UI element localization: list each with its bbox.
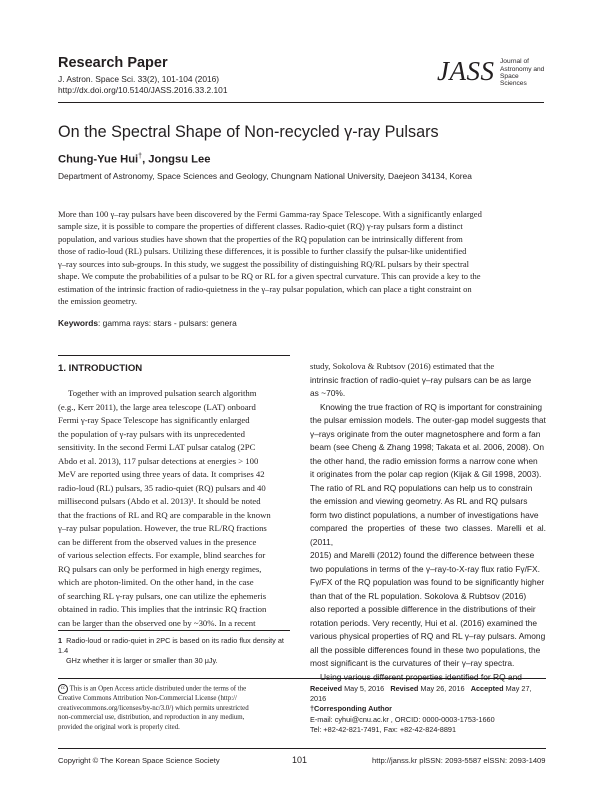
- corresponding-label: †Corresponding Author: [310, 704, 393, 714]
- body-line: rotation periods. Very recently, Hui et al. (2016) examined the: [310, 617, 538, 628]
- journal-logo: [437, 56, 547, 102]
- body-line: γ–rays originate from the outer magnetosphere and form a fan: [310, 428, 541, 439]
- keywords-text: : gamma rays: stars - pulsars: genera: [98, 318, 237, 328]
- footer-rule: [58, 748, 546, 749]
- creative-commons-icon: cc: [58, 684, 68, 694]
- body-line: Abdo et al. 2013), 117 pulsar detections at energies > 100: [58, 455, 259, 466]
- body-line: the emission and viewing geometry. As RL and RQ pulsars: [310, 496, 528, 506]
- abstract-line: More than 100 γ–ray pulsars have been discovered by the Fermi Gamma-ray Space Telescope. With a significantly enlarged: [58, 209, 482, 219]
- history-dates: [310, 684, 546, 704]
- revised-label: Revised: [390, 684, 419, 693]
- received-date: May 5, 2016: [344, 684, 385, 693]
- body-line: millisecond pulsars (Abdo et al. 2013)¹. It should be noted: [58, 496, 261, 506]
- footnote-rule: [58, 630, 290, 631]
- body-line: obtained in radio. This implies that the intrinsic RQ fraction: [58, 604, 267, 614]
- body-line: sensitivity. In the second Fermi LAT pulsar catalog (2PC: [58, 442, 256, 452]
- body-line: Knowing the true fraction of RQ is important for constraining: [320, 401, 543, 412]
- body-line: the population of γ-ray pulsars with its unprecedented: [58, 428, 245, 439]
- citation: J. Astron. Space Sci. 33(2), 101-104 (2016): [58, 74, 220, 84]
- license-line: provided the original work is properly cited.: [58, 723, 180, 731]
- copyright: Copyright © The Korean Space Science Society: [58, 756, 220, 765]
- article-history: [310, 684, 546, 735]
- body-line: also reported a possible difference in the distributions of their: [310, 604, 536, 614]
- body-line: most significant is the curvatures of their γ–ray spectra.: [310, 658, 515, 668]
- body-line: Fermi γ-ray Space Telescope has significantly enlarged: [58, 415, 250, 425]
- journal-logo-sub: Astronomy and: [500, 65, 545, 73]
- body-line: Using various different properties identified for RQ and: [320, 671, 522, 682]
- body-line: that the fractions of RL and RQ are comparable in the known: [58, 509, 271, 520]
- author-name: Jongsu Lee: [148, 153, 211, 166]
- body-line: of searching RL γ-ray pulsars, one can utilize the ephemeris: [58, 590, 267, 601]
- doi-link[interactable]: http://dx.doi.org/10.5140/JASS.2016.33.2.101: [58, 85, 228, 95]
- abstract-line: γ–ray sources into sub-groups. In this study, we suggest the possibility of distinguishing RQ/RL pulsars by their spectral: [58, 258, 469, 269]
- body-line: form two distinct populations, a number of investigations have: [310, 509, 539, 520]
- body-line: beam (see Cheng & Zhang 1998; Takata et al. 2006, 2008). On: [310, 442, 545, 452]
- left-column: [58, 387, 290, 630]
- section-rule: [58, 355, 290, 356]
- body-line: the other hand, the radio emission forms a narrow cone when: [310, 455, 538, 466]
- license-line: This is an Open Access article distributed under the terms of the: [69, 685, 247, 693]
- body-line: radio-loud (RL) pulsars, 35 radio-quiet (RQ) pulsars and 40: [58, 482, 266, 493]
- body-line: compared the properties of these two classes. Marelli et al. (2011,: [310, 523, 546, 547]
- accepted-label: Accepted: [470, 684, 504, 693]
- body-line: than that of the RL population. Sokolova & Rubtsov (2016): [310, 590, 527, 601]
- abstract-line: those of radio-loud (RL) pulsars. Utilizing these differences, it is possible to further classify the pulsar-like unidentified: [58, 246, 467, 257]
- body-line: (e.g., Kerr 2011), the large area telescope (LAT) onboard: [58, 401, 256, 412]
- body-line: it originates from the polar cap region (Kijak & Gil 1998, 2003).: [310, 469, 542, 479]
- body-line: intrinsic fraction of radio-quiet γ–ray pulsars can be as large: [310, 374, 532, 385]
- article-type: Research Paper: [58, 55, 168, 71]
- license-line: Creative Commons Attribution Non-Commercial License (http://: [58, 695, 237, 703]
- footnote-line: Radio-loud or radio-quiet in 2PC is based on its radio flux density at 1.4: [58, 636, 284, 655]
- footnote: [58, 636, 290, 666]
- license-line: non-commercial use, distribution, and reproduction in any medium,: [58, 714, 245, 722]
- bottom-rule: [58, 678, 546, 679]
- body-line: can be larger than the observed one by ~30%. In a recent: [58, 617, 256, 628]
- body-line: study, Sokolova & Rubtsov (2016) estimated that the: [310, 361, 495, 371]
- journal-issn: http://janss.kr plSSN: 2093-5587 elSSN: 2093-1409: [372, 756, 546, 765]
- body-line: can be different from the observed values in the presence: [58, 536, 257, 547]
- body-line: the pulsar emission models. The outer-gap model suggests that: [310, 415, 546, 425]
- corresponding-mark: †: [138, 153, 143, 160]
- abstract-line: sample size, it is possible to compare the properties of different classes. Radio-quiet (RQ) γ-ray pulsars form a distinct: [58, 221, 463, 232]
- abstract-line: population, and various studies have shown that the properties of the RQ population can be intrinsically different from: [58, 233, 463, 244]
- body-line: Together with an improved pulsation search algorithm: [68, 388, 257, 398]
- corresponding-phone: Tel: +82-42-821-7491, Fax: +82-42-824-8891: [310, 724, 457, 734]
- revised-date: May 26, 2016: [420, 684, 465, 693]
- author-separator: ,: [142, 153, 149, 166]
- journal-logo-sub: Space Sciences: [500, 73, 527, 88]
- footnote-mark: 1: [58, 636, 63, 645]
- header-rule: [58, 102, 544, 103]
- body-line: The ratio of RL and RQ populations can help us to constrain: [310, 482, 533, 493]
- journal-logo-text: JASS: [437, 56, 495, 86]
- author-list: [58, 153, 210, 166]
- body-line: various physical properties of RQ and RL γ–ray pulsars. Among: [310, 631, 546, 641]
- author-name: Chung-Yue Hui: [58, 153, 139, 166]
- body-line: as ~70%.: [310, 388, 346, 398]
- footnote-line: GHz whether it is larger or smaller than 30 μJy.: [66, 656, 218, 665]
- body-line: 2015) and Marelli (2012) found the difference between these: [310, 550, 535, 560]
- body-line: RQ pulsars can only be performed in high energy regimes,: [58, 563, 262, 574]
- right-column: [310, 360, 546, 684]
- body-line: two populations in terms of the γ–ray-to-X-ray flux ratio Fγ/FX.: [310, 563, 540, 574]
- body-line: all the possible differences found in these two populations, the: [310, 644, 541, 655]
- keywords: [58, 318, 237, 328]
- paper-title: On the Spectral Shape of Non-recycled γ-ray Pulsars: [58, 123, 439, 141]
- abstract-line: shape. We compute the probabilities of a pulsar to be RQ or RL for a given spectral curvature. This can provide a key to the: [58, 271, 481, 282]
- body-line: γ–ray pulsar population. However, the true RL/RQ fractions: [58, 523, 267, 533]
- license-note: [58, 684, 290, 732]
- section-heading: 1. INTRODUCTION: [58, 363, 143, 374]
- keywords-label: Keywords: [58, 318, 99, 328]
- corresponding-email: E-mail: cyhui@cnu.ac.kr , ORCID: 0000-0003-1753-1660: [310, 714, 495, 724]
- journal-logo-sub: Journal of: [500, 58, 529, 65]
- page-number: 101: [292, 755, 308, 765]
- received-label: Received: [310, 684, 343, 693]
- abstract: [58, 208, 544, 308]
- body-line: Fγ/FX of the RQ population was found to be significantly higher: [310, 577, 545, 587]
- body-line: MeV are reported using three years of data. It comprises 42: [58, 469, 265, 479]
- body-line: which are photon-limited. On the other hand, in the case: [58, 577, 254, 587]
- accepted-date: May 27, 2016: [310, 684, 532, 704]
- abstract-line: estimation of the intrinsic fraction of radio-quietness in the γ–ray pulsar population, which can place a tight constraint on: [58, 283, 472, 294]
- abstract-line: the emission geometry.: [58, 296, 137, 307]
- license-line: creativecommons.org/licenses/by-nc/3.0/) which permits unrestricted: [58, 704, 249, 712]
- body-line: of various selection effects. For example, blind searches for: [58, 550, 266, 560]
- affiliation: Department of Astronomy, Space Sciences and Geology, Chungnam National University, Daejeon 34134, Korea: [58, 171, 472, 181]
